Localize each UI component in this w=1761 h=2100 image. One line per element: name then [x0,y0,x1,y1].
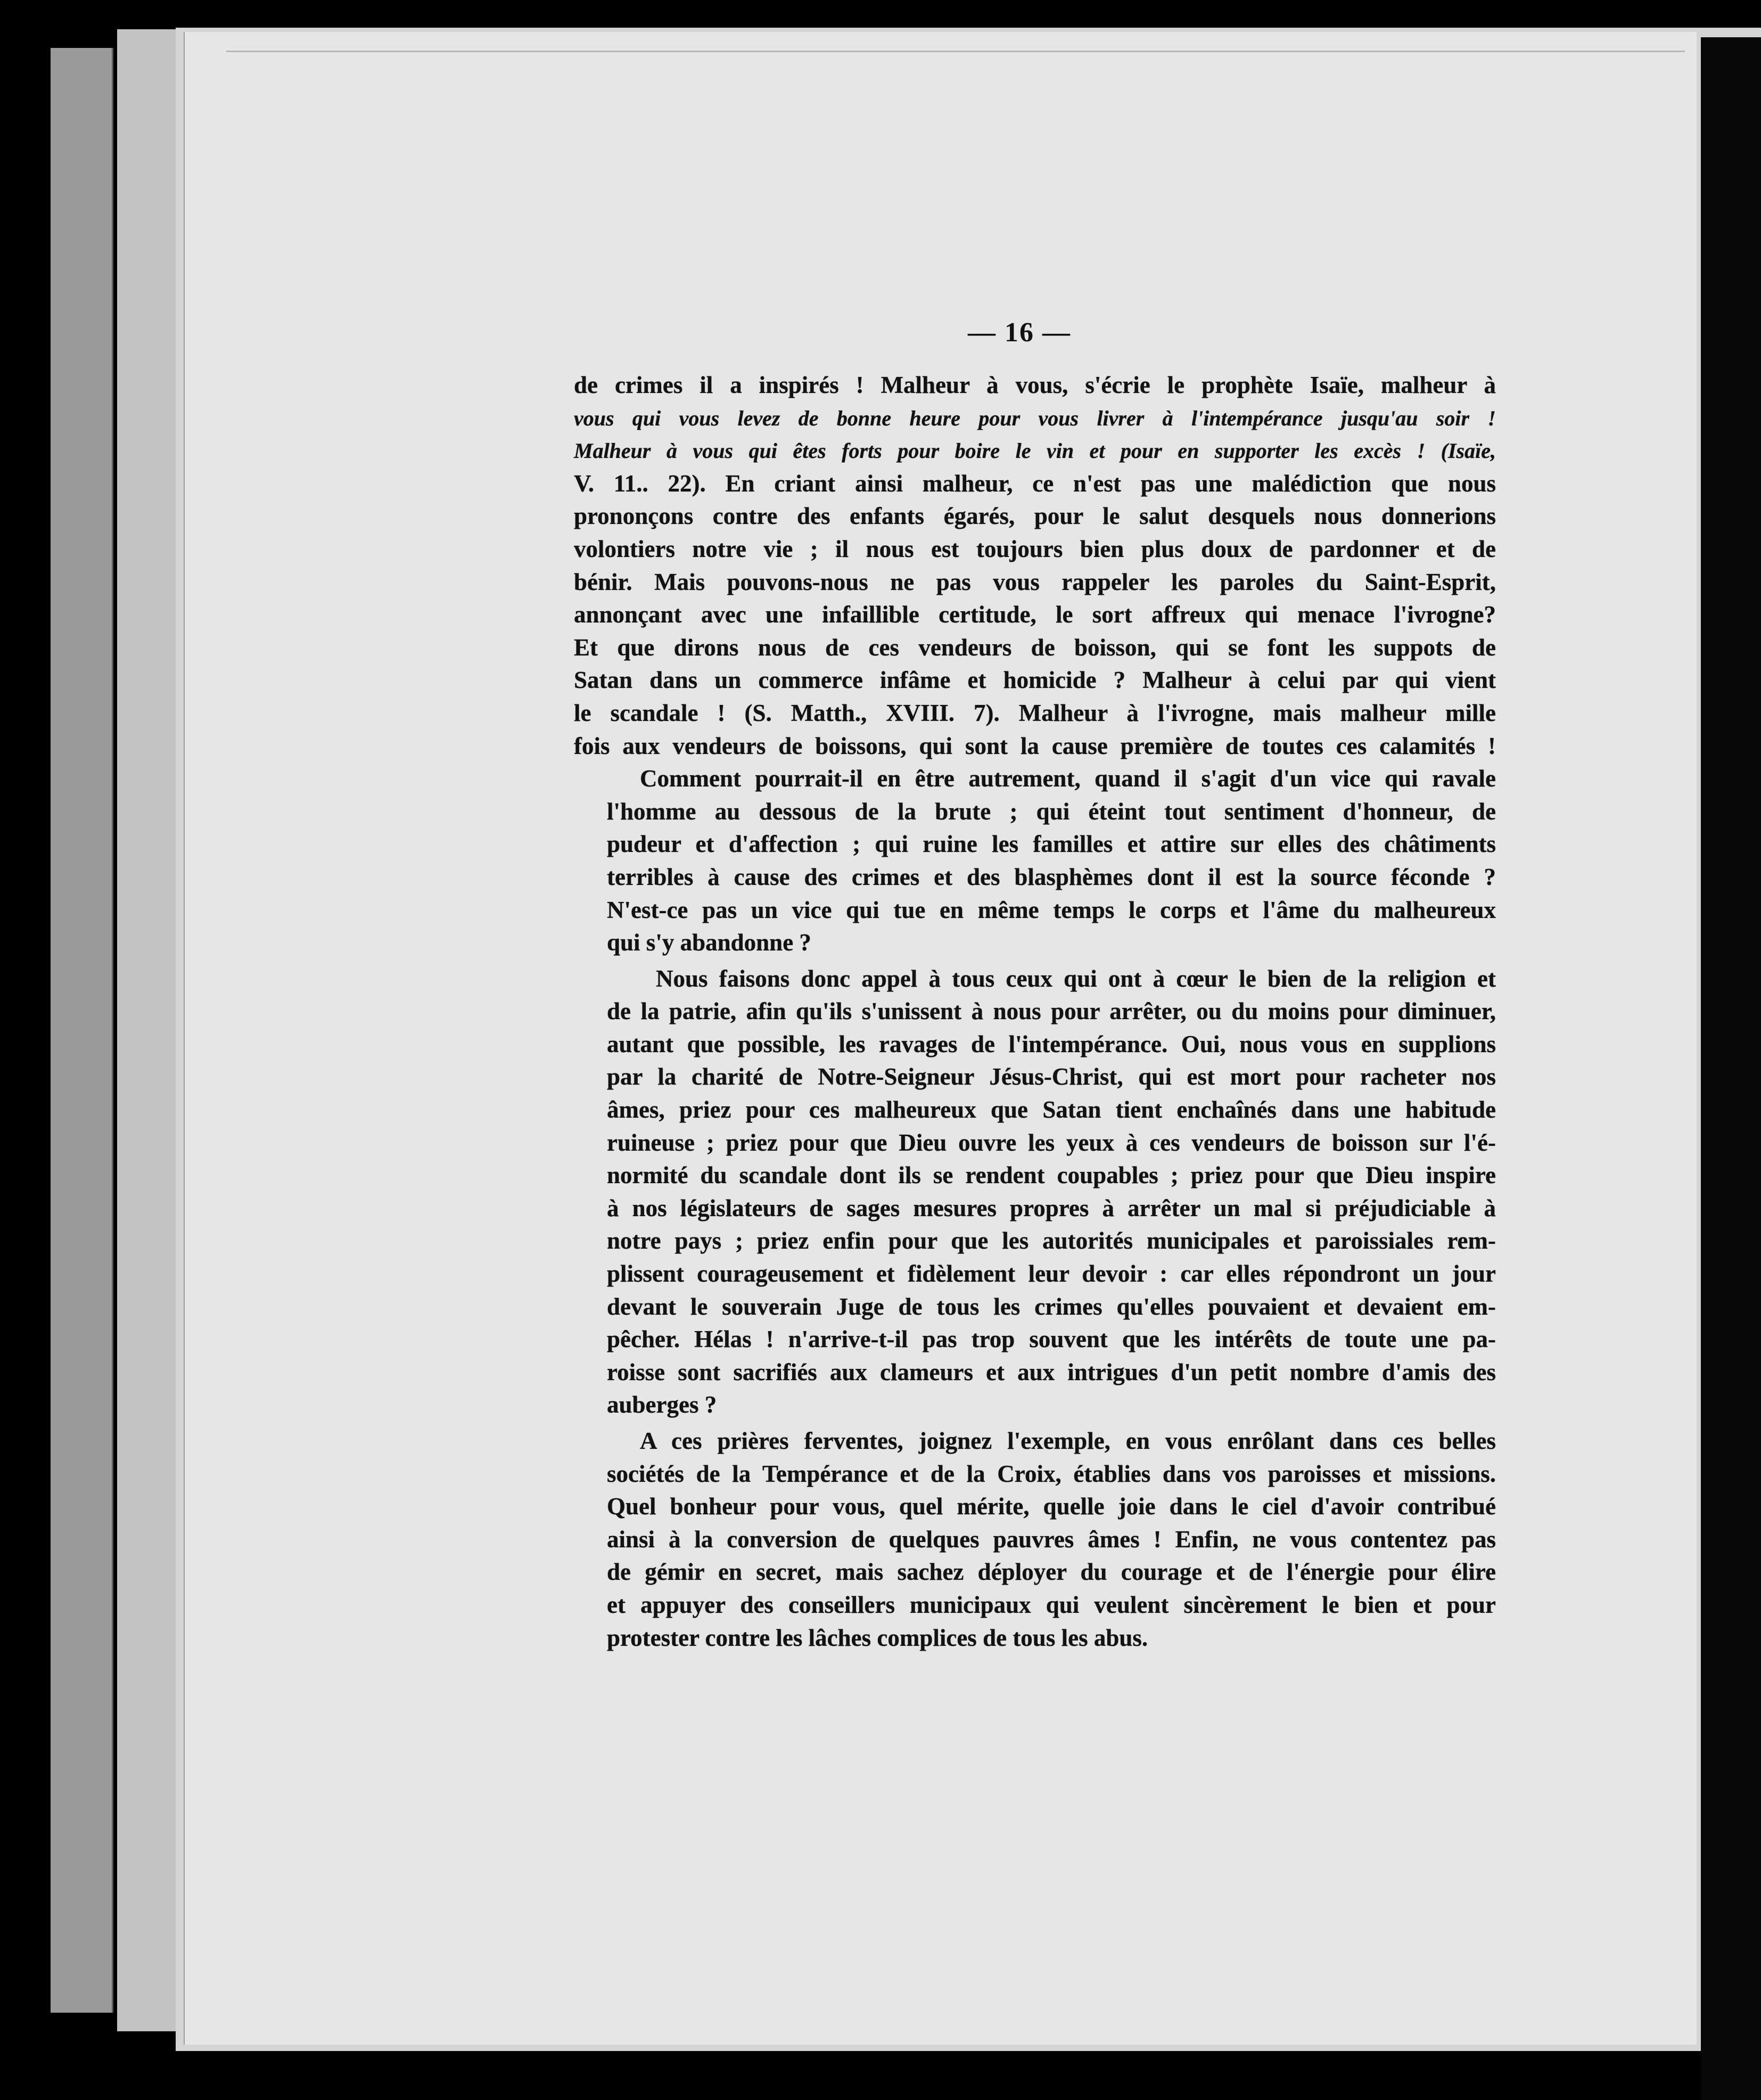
text-line: le scandale ! (S. Matth., XVIII. 7). Malheur à l'ivrogne, mais malheur mille [574,699,1496,726]
text-line: pêcher. Hélas ! n'arrive-t-il pas trop souvent que les intérêts de toute une pa- [607,1326,1496,1353]
paragraph-2 [574,762,1496,959]
text-line: par la charité de Notre-Seigneur Jésus-Christ, qui est mort pour racheter nos [607,1063,1496,1090]
text-line: protester contre les lâches complices de tous les abus. [607,1624,1148,1651]
body-text [574,369,1496,1654]
text-line: à nos législateurs de sages mesures propres à arrêter un mal si préjudiciable à [607,1194,1496,1221]
text-line: notre pays ; priez enfin pour que les autorités municipales et paroissiales rem- [607,1227,1496,1254]
text-line: ainsi à la conversion de quelques pauvres âmes ! Enfin, ne vous contentez pas [607,1525,1496,1553]
text-line: de gémir en secret, mais sachez déployer du courage et de l'énergie pour élire [607,1558,1496,1586]
page-number: — 16 — [968,317,1071,348]
text-line: Satan dans un commerce infâme et homicide ? Malheur à celui par qui vient [574,667,1496,694]
text-line: sociétés de la Tempérance et de la Croix, établies dans vos paroisses et missions. [607,1460,1496,1487]
text-line: autant que possible, les ravages de l'intempérance. Oui, nous vous en supplions [607,1030,1496,1057]
text-line: Et que dirons nous de ces vendeurs de boisson, qui se font les suppots de [574,634,1496,661]
text-line: l'homme au dessous de la brute ; qui éteint tout sentiment d'honneur, de [607,798,1496,825]
text-line: plissent courageusement et fidèlement leur devoir : car elles répondront un jour [607,1260,1496,1287]
text-line: de la patrie, afin qu'ils s'unissent à nous pour arrêter, ou du moins pour diminuer, [607,998,1496,1025]
text-line: terribles à cause des crimes et des blasphèmes dont il est la source féconde ? [607,863,1496,890]
scan-right-border [1701,37,1761,2100]
text-line: devant le souverain Juge de tous les crimes qu'elles pouvaient et devaient em- [607,1293,1496,1320]
text-line: A ces prières ferventes, joignez l'exemple, en vous enrôlant dans ces belles [640,1428,1496,1454]
text-line: auberges ? [607,1391,717,1418]
text-line: V. 11.. 22). En criant ainsi malheur, ce n'est pas une malédiction que nous [574,470,1496,497]
paragraph-1 [574,369,1496,762]
text-line: prononçons contre des enfants égarés, pour le salut desquels nous donnerions [574,503,1496,530]
paragraph-4 [574,1425,1496,1654]
text-line: ruineuse ; priez pour que Dieu ouvre les yeux à ces vendeurs de boisson sur l'é- [607,1129,1496,1156]
text-line: annonçant avec une infaillible certitude, le sort affreux qui menace l'ivrogne? [574,601,1496,628]
text-line: Quel bonheur pour vous, quel mérite, quelle joie dans le ciel d'avoir contribué [607,1493,1496,1520]
text-line: normité du scandale dont ils se rendent coupables ; priez pour que Dieu inspire [607,1162,1496,1189]
text-line: fois aux vendeurs de boissons, qui sont la cause première de toutes ces calamités ! [574,732,1496,759]
text-line: pudeur et d'affection ; qui ruine les familles et attire sur elles des châtiments [607,831,1496,858]
text-line: volontiers notre vie ; il nous est toujours bien plus doux de pardonner et de [574,535,1496,562]
page-edge-middle [117,29,183,2031]
text-line: Comment pourrait-il en être autrement, quand il s'agit d'un vice qui ravale [640,765,1496,792]
text-line: Malheur à vous qui êtes forts pour boire le vin et pour en supporter les excès ! (Isaïe, [574,439,1496,463]
page-top-edge [226,51,1685,52]
text-line: et appuyer des conseillers municipaux qui veulent sincèrement le bien et pour [607,1591,1496,1618]
text-line: Nous faisons donc appel à tous ceux qui ont à cœur le bien de la religion et [656,965,1496,992]
text-line: roisse sont sacrifiés aux clameurs et aux intrigues d'un petit nombre d'amis des [607,1358,1496,1385]
text-line: qui s'y abandonne ? [607,929,811,956]
text-line: de crimes il a inspirés ! Malheur à vous, s'écrie le prophète Isaïe, malheur à [574,372,1496,398]
text-line: N'est-ce pas un vice qui tue en même temps le corps et l'âme du malheureux [607,896,1496,923]
paragraph-3 [574,963,1496,1422]
text-line: bénir. Mais pouvons-nous ne pas vous rappeler les paroles du Saint-Esprit, [574,568,1496,595]
text-line: vous qui vous levez de bonne heure pour vous livrer à l'intempérance jusqu'au soir ! [574,406,1496,430]
page-edge-back [51,48,113,2013]
text-line: âmes, priez pour ces malheureux que Satan tient enchaînés dans une habitude [607,1096,1496,1123]
